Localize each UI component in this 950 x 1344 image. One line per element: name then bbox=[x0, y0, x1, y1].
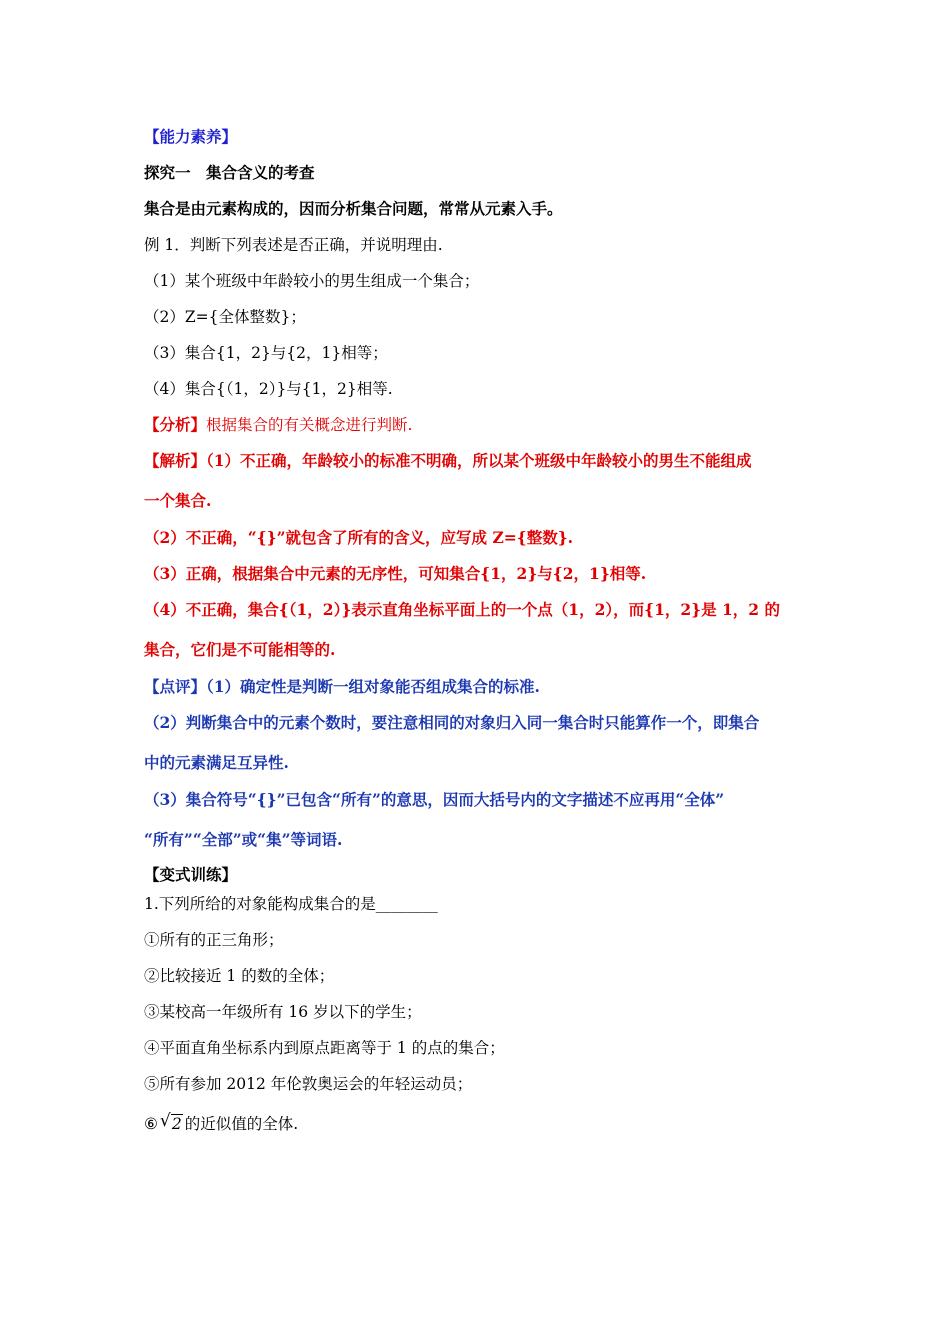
comment-line-3-cont: “所有”“全部”或“集”等词语. bbox=[144, 830, 343, 849]
example-item-4: （4）集合{（1，2）}与{1，2}相等. bbox=[144, 380, 393, 398]
example-item-3: （3）集合{1，2}与{2，1}相等； bbox=[144, 344, 388, 362]
practice-question: 1.下列所给的对象能构成集合的是________ bbox=[144, 895, 438, 913]
comment-line-2: （2）判断集合中的元素个数时，要注意相同的对象归入同一集合时只能算作一个，即集合 bbox=[144, 713, 760, 732]
comment-tag: 【点评】 bbox=[144, 677, 207, 696]
example-item-2: （2）Z={全体整数}； bbox=[144, 308, 306, 326]
solution-text-1: （1）不正确，年龄较小的标准不明确，所以某个班级中年龄较小的男生不能组成 bbox=[206, 451, 752, 470]
example-item-1: （1）某个班级中年龄较小的男生组成一个集合； bbox=[144, 272, 480, 290]
option-6-number: ⑥ bbox=[144, 1115, 158, 1133]
practice-option-4: ④平面直角坐标系内到原点距离等于 1 的点的集合； bbox=[144, 1039, 505, 1057]
analysis-text: 根据集合的有关概念进行判断. bbox=[206, 416, 413, 434]
solution-tag: 【解析】 bbox=[144, 451, 207, 470]
solution-line-3: （3）正确，根据集合中元素的无序性，可知集合{1，2}与{2，1}相等. bbox=[144, 564, 647, 583]
practice-heading: 【变式训练】 bbox=[144, 865, 238, 884]
comment-line-2-cont: 中的元素满足互异性. bbox=[144, 753, 289, 772]
solution-line-2: （2）不正确，“{}”就包含了所有的含义，应写成 Z={整数}. bbox=[144, 528, 574, 547]
analysis-tag: 【分析】 bbox=[144, 415, 207, 434]
practice-option-3: ③某校高一年级所有 16 岁以下的学生； bbox=[144, 1003, 422, 1021]
analysis bbox=[144, 414, 412, 436]
practice-option-6 bbox=[144, 1113, 298, 1135]
radicand: 2 bbox=[171, 1115, 182, 1133]
comment-line-3: （3）集合符号“{}”已包含“所有”的意思，因而大括号内的文字描述不应再用“全体” bbox=[144, 790, 725, 809]
option-6-text: 的近似值的全体. bbox=[184, 1115, 299, 1133]
section-heading: 【能力素养】 bbox=[144, 127, 238, 146]
topic-intro: 集合是由元素构成的，因而分析集合问题，常常从元素入手。 bbox=[144, 199, 563, 218]
radical-sign: √ bbox=[159, 1111, 171, 1131]
solution-line-4: （4）不正确，集合{（1，2）}表示直角坐标平面上的一个点（1，2），而{1，2}是 1，2 的 bbox=[144, 600, 780, 619]
example-question: 例 1．判断下列表述是否正确，并说明理由. bbox=[144, 236, 443, 254]
comment-text-1: （1）确定性是判断一组对象能否组成集合的标准. bbox=[206, 677, 540, 696]
comment-line-1 bbox=[144, 676, 540, 698]
topic-title: 探究一 集合含义的考查 bbox=[144, 163, 315, 182]
practice-option-5: ⑤所有参加 2012 年伦敦奥运会的年轻运动员； bbox=[144, 1075, 473, 1093]
solution-line-4-cont: 集合，它们是不可能相等的. bbox=[144, 640, 336, 659]
solution-line-1-cont: 一个集合. bbox=[144, 491, 212, 510]
practice-option-1: ①所有的正三角形； bbox=[144, 931, 284, 949]
sqrt-expression bbox=[160, 1113, 183, 1135]
solution-line-1 bbox=[144, 450, 752, 472]
practice-option-2: ②比较接近 1 的数的全体； bbox=[144, 967, 335, 985]
